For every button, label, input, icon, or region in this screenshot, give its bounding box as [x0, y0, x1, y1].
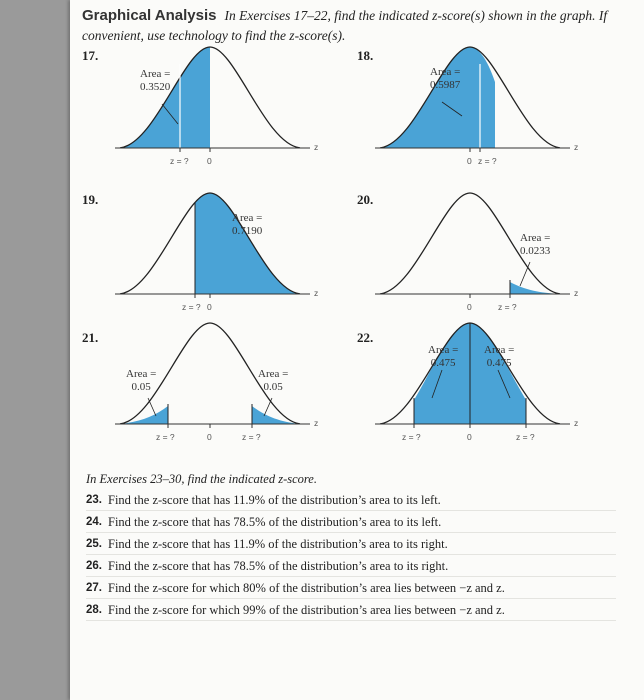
shaded-area-left: [380, 47, 495, 148]
axis-label: z: [574, 142, 579, 152]
axis-label: z: [314, 418, 319, 428]
z-tick-label-right: z = ?: [516, 432, 535, 442]
exercise-20-number: 20.: [357, 192, 374, 207]
z-tick-label-left: z = ?: [402, 432, 421, 442]
area-label-right: Area = 0.05: [258, 368, 289, 393]
exercise-row: 26. Find the z-score that has 78.5% of the distribution’s area to its right.: [86, 558, 616, 577]
exercise-19-number: 19.: [82, 192, 99, 207]
zero-tick-label: 0: [207, 302, 212, 312]
zero-tick-label: 0: [207, 432, 212, 442]
area-label: Area = 0.3520: [140, 68, 171, 93]
axis-label: z: [574, 288, 579, 298]
exercise-21-number: 21.: [82, 330, 99, 345]
exercises-intro: In Exercises 23–30, find the indicated z-score.: [86, 472, 317, 486]
shaded-area-right: [195, 193, 300, 294]
zero-tick-label: 0: [207, 156, 212, 166]
exercise-row: 23. Find the z-score that has 11.9% of the distribution’s area to its left.: [86, 492, 616, 511]
z-tick-label: z = ?: [478, 156, 497, 166]
exercise-20-graph: [370, 190, 580, 312]
zero-tick-label: 0: [467, 302, 472, 312]
exercise-17-number: 17.: [82, 48, 99, 63]
zero-tick-label: 0: [467, 156, 472, 166]
label-pointer: [520, 262, 530, 286]
exercise-19-graph: [110, 190, 320, 312]
axis-label: z: [314, 142, 319, 152]
area-label: Area = 0.0233: [520, 232, 551, 257]
axis-label: z: [314, 288, 319, 298]
exercise-22-number: 22.: [357, 330, 374, 345]
exercise-18-normal-curve: [370, 44, 580, 154]
exercise-17-normal-curve: [110, 44, 320, 154]
axis-label: z: [574, 418, 579, 428]
exercise-18-number: 18.: [357, 48, 374, 63]
exercise-17-graph: [110, 44, 320, 166]
exercise-row: 28. Find the z-score for which 99% of the distribution’s area lies between −z and z.: [86, 602, 616, 621]
textbook-page: [70, 0, 644, 700]
z-tick-label: z = ?: [182, 302, 201, 312]
exercise-row: 24. Find the z-score that has 78.5% of the distribution’s area to its left.: [86, 514, 616, 533]
exercise-21-graph: [110, 320, 320, 442]
area-label-left: Area = 0.05: [126, 368, 157, 393]
area-label: Area = 0.7190: [232, 212, 263, 237]
section-instruction: In Exercises 17–22, find the indicated z-score(s) shown in the graph. If convenient, use technology to find the z-score(s).: [82, 8, 608, 43]
z-tick-label-right: z = ?: [242, 432, 261, 442]
shaded-area-left: [120, 47, 210, 148]
exercise-22-normal-curve: [370, 320, 580, 430]
area-label: Area = 0.5987: [430, 66, 461, 91]
exercise-row: 25. Find the z-score that has 11.9% of the distribution’s area to its right.: [86, 536, 616, 555]
z-tick-label: z = ?: [498, 302, 517, 312]
exercise-18-graph: [370, 44, 580, 166]
z-tick-label-left: z = ?: [156, 432, 175, 442]
area-label-left: Area = 0.475: [428, 344, 459, 369]
z-tick-label: z = ?: [170, 156, 189, 166]
exercise-19-normal-curve: [110, 190, 320, 300]
exercise-22-graph: [370, 320, 580, 442]
zero-tick-label: 0: [467, 432, 472, 442]
section-title: Graphical Analysis: [82, 7, 217, 24]
exercise-row: 27. Find the z-score for which 80% of the distribution’s area lies between −z and z.: [86, 580, 616, 599]
section-header: [82, 6, 622, 46]
area-label-right: Area = 0.475: [484, 344, 515, 369]
exercises-section: [86, 472, 616, 624]
